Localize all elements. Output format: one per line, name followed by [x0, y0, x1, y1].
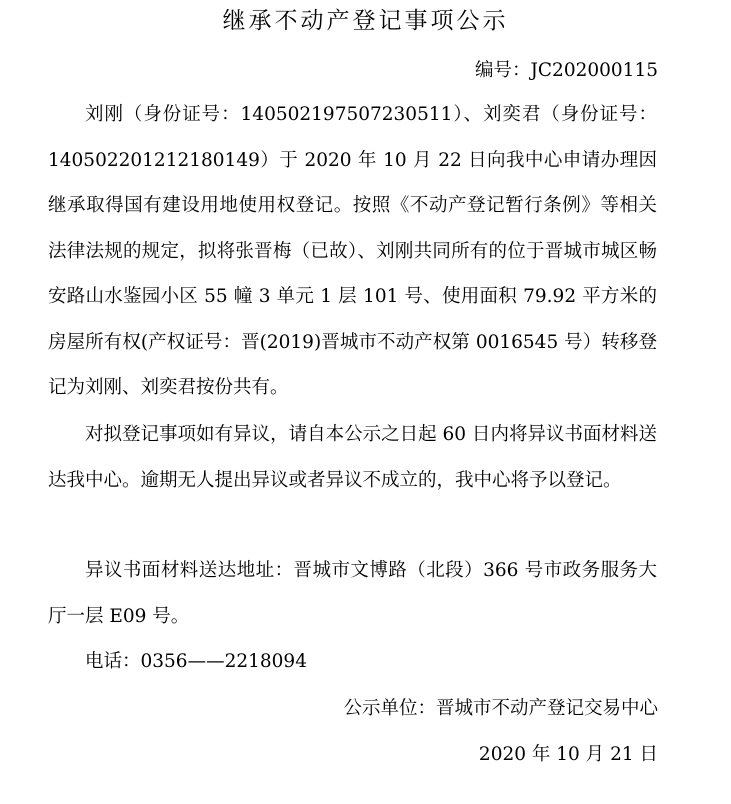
document-title: 继承不动产登记事项公示 [222, 8, 509, 34]
objection-paragraph: 对拟登记事项如有异议，请自本公示之日起 60 日内将异议书面材料送达我中心。逾期无人提出异议或者异议不成立的，我中心将予以登记。 [48, 424, 657, 491]
publisher-line: 公示单位：晋城市不动产登记交易中心 [343, 698, 658, 719]
document-number: 编号：JC202000115 [474, 60, 658, 81]
phone-paragraph: 电话：0356——2218094 [85, 651, 307, 672]
address-paragraph: 异议书面材料送达地址：晋城市文博路（北段）366 号市政务服务大厅一层 E09 号。 [48, 560, 657, 627]
publication-date: 2020 年 10 月 21 日 [478, 744, 658, 765]
registration-paragraph: 刘刚（身份证号：140502197507230511）、刘奕君（身份证号：140502201212180149）于 2020 年 10 月 22 日向我中心申请办理因继承取得国有建设用地使用权登记。按照《不动产登记暂行条例》等相关法律法规的规定，拟将张晋梅（已故）、刘刚共同所有的位于晋城市城区畅安路山水鉴园小区 55 幢 3 单元 1 层 101 号、使用面积 79.92 平方米的房屋所有权(产权证号：晋(2019)晋城市不动产权第 0016545 号）转移登记为刘刚、刘奕君按份共有。 [48, 104, 657, 398]
